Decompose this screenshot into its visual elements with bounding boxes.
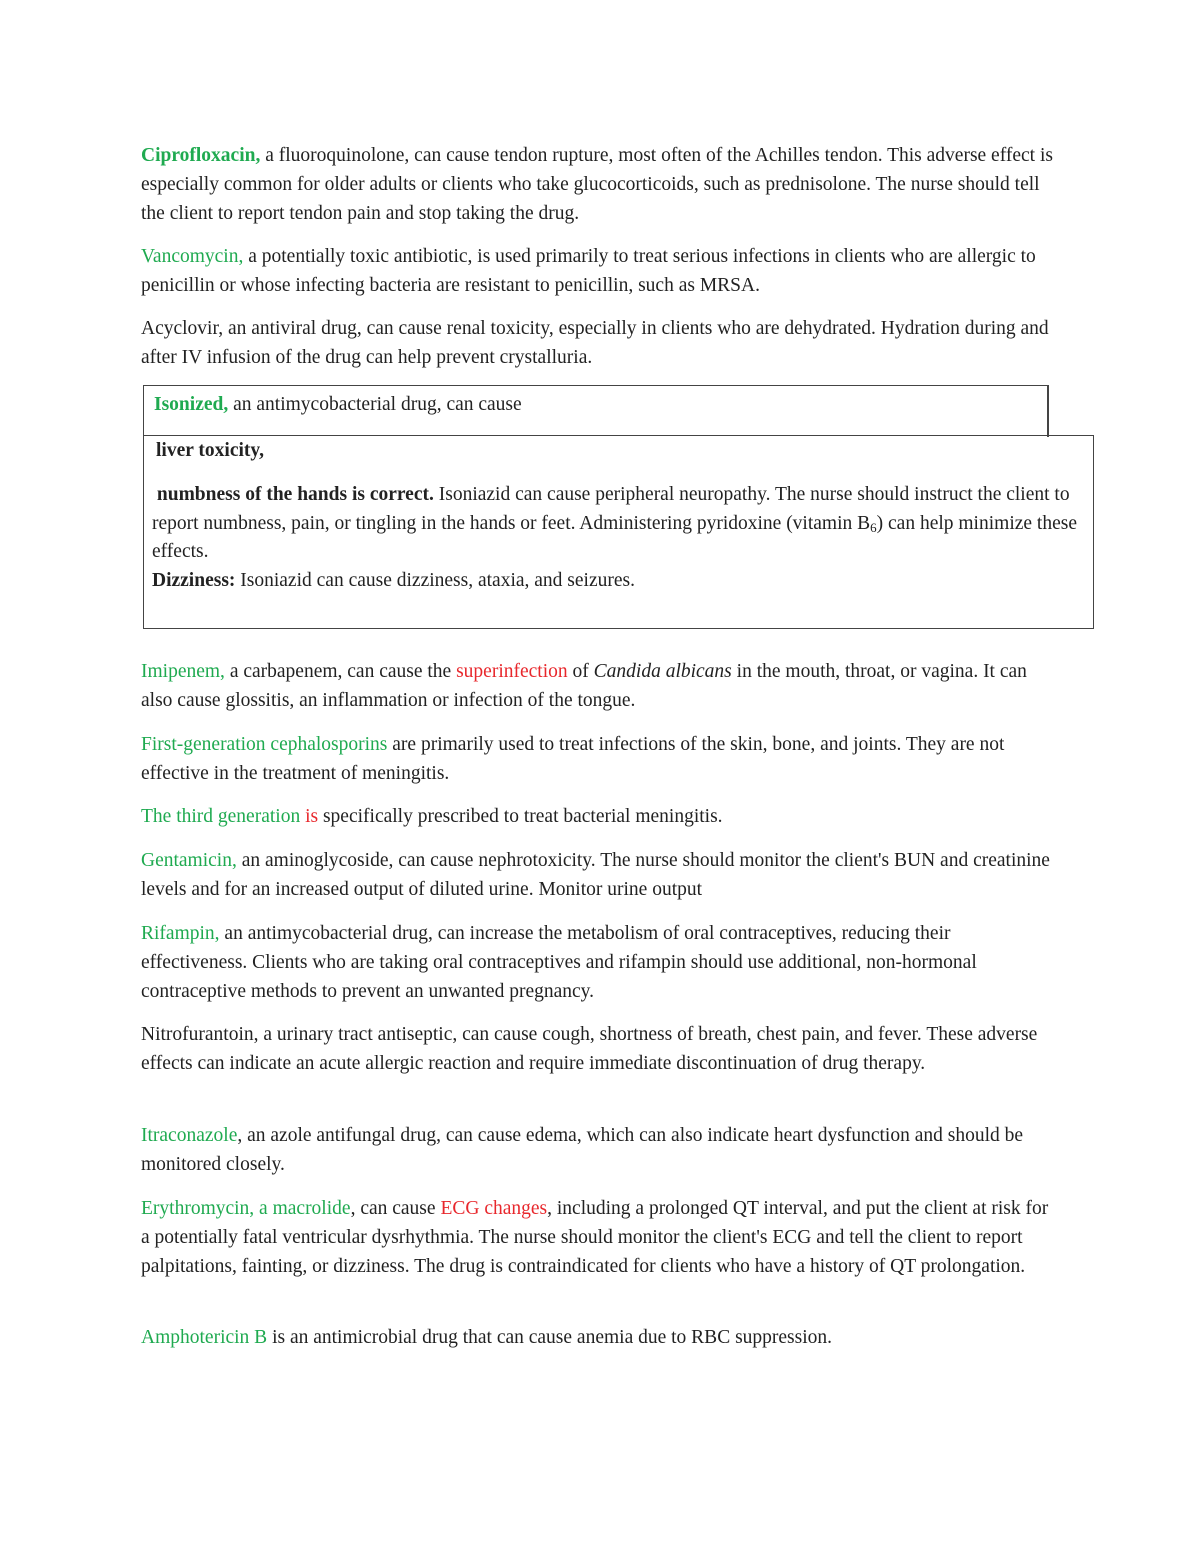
highlight-superinfection: superinfection xyxy=(456,661,568,682)
drug-name-erythromycin: Erythromycin, a macrolide xyxy=(141,1198,351,1219)
paragraph-gentamicin xyxy=(141,846,1061,904)
paragraph-erythromycin xyxy=(141,1194,1061,1281)
paragraph-text: specifically prescribed to treat bacterial meningitis. xyxy=(318,806,723,827)
paragraph-imipenem xyxy=(141,657,1061,715)
drug-name-third-generation: The third generation xyxy=(141,806,301,827)
paragraph-text: , including a prolonged QT interval, and put the client at risk for a potentially fatal ventricular dysrhythmia. The nurse should monitor the client's ECG and tell the client to report palpitations, fainting, or dizziness. The drug is contraindicated for clients who have a history of QT prolongation. xyxy=(141,1198,1049,1277)
liver-toxicity-line xyxy=(156,437,1086,466)
paragraph-amphotericin xyxy=(141,1323,1061,1352)
highlight-ecg-changes: ECG changes xyxy=(440,1198,548,1219)
paragraph-text: an aminoglycoside, can cause nephrotoxicity. The nurse should monitor the client's BUN and creatinine levels and for an increased output of diluted urine. Monitor urine output xyxy=(141,850,1050,900)
paragraph-text: of xyxy=(567,661,594,682)
paragraph-text: Isoniazid can cause peripheral neuropathy. The nurse should instruct the client to report numbness, pain, or tingling in the hands or feet. Administering pyridoxine (vitamin B xyxy=(152,484,1070,534)
drug-name-rifampin: Rifampin, xyxy=(141,923,220,944)
drug-name-imipenem: Imipenem, xyxy=(141,661,225,682)
numbness-label: numbness of the hands is correct. xyxy=(156,484,434,505)
paragraph-text: , an azole antifungal drug, can cause edema, which can also indicate heart dysfunction and should be monitored closely. xyxy=(141,1125,1024,1175)
paragraph-text: ) can help minimize these effects. xyxy=(152,512,1077,562)
paragraph-nitrofurantoin xyxy=(141,1020,1061,1078)
box-border-line xyxy=(1047,385,1049,437)
drug-name-gentamicin: Gentamicin, xyxy=(141,850,237,871)
paragraph-third-generation xyxy=(141,802,1061,831)
paragraph-text: an antimycobacterial drug, can increase the metabolism of oral contraceptives, reducing their effectiveness. Clients who are taking oral contraceptives and rifampin should use additional, non-hormonal contraceptive methods to prevent an unwanted pregnancy. xyxy=(141,923,977,1002)
isoniazid-effects-box xyxy=(143,435,1094,629)
paragraph-vancomycin xyxy=(141,242,1061,300)
numbness-paragraph xyxy=(152,481,1082,567)
paragraph-text: a carbapenem, can cause the xyxy=(224,661,457,682)
liver-toxicity-label: liver toxicity, xyxy=(156,440,264,461)
drug-name-isonized: Isonized, xyxy=(154,394,229,415)
paragraph-cephalosporins xyxy=(141,730,1061,788)
vitamin-subscript: 6 xyxy=(870,519,877,535)
paragraph-text: Nitrofurantoin, a urinary tract antiseptic, can cause cough, shortness of breath, chest pain, and fever. These adverse effects can indicate an acute allergic reaction and require immediate discontinuation of drug therapy. xyxy=(141,1024,1038,1074)
highlight-is: is xyxy=(300,806,319,827)
dizziness-label: Dizziness: xyxy=(152,570,236,591)
paragraph-text: are primarily used to treat infections of the skin, bone, and joints. They are not effective in the treatment of meningitis. xyxy=(141,734,1005,784)
organism-name: Candida albicans xyxy=(593,661,732,682)
paragraph-text: a fluoroquinolone, can cause tendon rupture, most often of the Achilles tendon. This adverse effect is especially common for older adults or clients who take glucocorticoids, such as prednisolone. The nurse should tell the client to report tendon pain and stop taking the drug. xyxy=(141,145,1053,224)
paragraph-ciprofloxacin xyxy=(141,141,1061,228)
paragraph-isonized xyxy=(154,390,1034,419)
drug-name-amphotericin: Amphotericin B xyxy=(141,1327,268,1348)
drug-name-cephalosporins: First-generation cephalosporins xyxy=(141,734,388,755)
paragraph-text: Acyclovir, an antiviral drug, can cause renal toxicity, especially in clients who are dehydrated. Hydration during and after IV infusion of the drug can help prevent crystalluria. xyxy=(141,318,1049,368)
paragraph-rifampin xyxy=(141,919,1061,1006)
paragraph-text: in the mouth, throat, or vagina. It can also cause glossitis, an inflammation or infection of the tongue. xyxy=(141,661,1027,711)
paragraph-acyclovir xyxy=(141,314,1061,372)
paragraph-text: , can cause xyxy=(350,1198,441,1219)
dizziness-paragraph xyxy=(152,567,1082,596)
paragraph-itraconazole xyxy=(141,1121,1061,1179)
paragraph-text: a potentially toxic antibiotic, is used primarily to treat serious infections in clients who are allergic to penicillin or whose infecting bacteria are resistant to penicillin, such as MRSA. xyxy=(141,246,1036,296)
paragraph-text: is an antimicrobial drug that can cause anemia due to RBC suppression. xyxy=(267,1327,833,1348)
paragraph-text: Isoniazid can cause dizziness, ataxia, and seizures. xyxy=(235,570,635,591)
isoniazid-header-box xyxy=(143,385,1049,436)
drug-name-itraconazole: Itraconazole xyxy=(141,1125,238,1146)
paragraph-text: an antimycobacterial drug, can cause xyxy=(228,394,522,415)
drug-name-ciprofloxacin: Ciprofloxacin, xyxy=(141,145,261,166)
drug-name-vancomycin: Vancomycin, xyxy=(141,246,244,267)
